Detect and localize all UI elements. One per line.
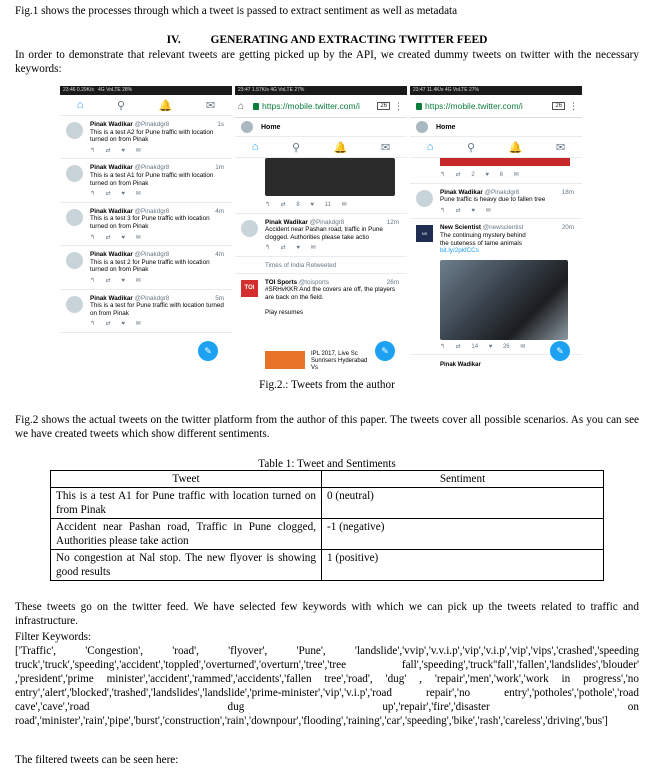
twitter-nav <box>60 95 232 116</box>
sentiment-cell: 0 (neutral) <box>322 488 604 519</box>
tweet-actions[interactable] <box>90 278 226 286</box>
message-icon[interactable]: ✉ <box>135 277 141 284</box>
tweet[interactable] <box>410 219 582 355</box>
new-scientist-logo: NS <box>416 225 433 242</box>
menu-icon[interactable]: ⋮ <box>569 100 578 111</box>
tweet-time: 18m <box>561 188 574 196</box>
avatar[interactable] <box>66 252 83 269</box>
tweet-handle: @Pinakdgr8 <box>134 164 170 172</box>
like-icon[interactable]: ♥ <box>121 191 125 198</box>
tweet-cell: This is a test A1 for Pune traffic with location turned on from Pinak <box>51 488 322 519</box>
sentiment-cell: 1 (positive) <box>322 550 604 581</box>
browser-home-icon[interactable]: ⌂ <box>238 100 245 112</box>
section-number: IV. <box>166 34 181 46</box>
paragraph-intro: In order to demonstrate that relevant tweets are getting picked up by the API, we created dummy tweets on twitter with the necessary keywords: <box>15 49 639 75</box>
tab-count[interactable]: 26 <box>552 102 565 110</box>
section-heading <box>15 33 639 47</box>
table-row <box>51 519 604 550</box>
filter-keywords-list: ['Traffic', 'Congestion', 'road', 'flyover', 'Pune', 'landslide','vvip','v.v.i.p','vip','v.i.p','vip','vips','crashed','speeding truck','truck','speeding','accident','toppled','overturned','overturn','tree','tree fall','speeding','truck''fall','fallen','landslides','blouder' ,'president','prime minister','accident','rammed','accidents','fallen tree','road', 'dug' , 'repair','men','work','work in progress','no entry','alert','blocked','trashed','landslides','landslide','prime-minister','vip','v.i.p','road repair','no entry','potholes','pothole','road cave','cave','road dug up','repair','fire','disaster on road','minister','rain','pipe','burst','construction','rain','downpour','flooding','raining','car','speeding','bike','rash','careless','driving','bus'] <box>15 645 639 727</box>
link-card-title: IPL 2017, Live Sc Sunrisers Hyderabad Vs <box>311 351 368 370</box>
table-caption: Table 1: Tweet and Sentiments <box>258 458 396 470</box>
home-title: Home <box>261 123 281 131</box>
reply-icon[interactable]: ↰ <box>90 147 96 154</box>
avatar[interactable] <box>416 121 428 133</box>
tweet-author[interactable]: Pinak Wadikar <box>90 294 133 302</box>
tweet-time: 5m <box>215 294 224 302</box>
avatar[interactable] <box>416 190 433 207</box>
home-header <box>410 118 582 137</box>
twitter-nav <box>410 137 582 158</box>
search-icon[interactable]: ⚲ <box>117 99 126 112</box>
avatar[interactable] <box>66 296 83 313</box>
tweet-actions[interactable]: ↰ ⇄ 8 ♥ 11 ✉ <box>265 202 347 208</box>
tweet-cell: No congestion at Nal stop. The new flyover is showing good results <box>51 550 322 581</box>
tweet[interactable] <box>410 184 582 220</box>
retweet-icon[interactable]: ⇄ <box>455 207 461 214</box>
home-title: Home <box>436 123 456 131</box>
retweet-icon[interactable]: ⇄ <box>105 147 111 154</box>
tweet-author[interactable]: Pinak Wadikar <box>90 121 133 128</box>
compose-tweet-button[interactable]: ✎ <box>375 341 395 361</box>
tweet-time: 20m <box>561 224 574 232</box>
message-icon[interactable]: ✉ <box>135 234 141 241</box>
like-icon[interactable]: ♥ <box>296 245 300 252</box>
avatar[interactable] <box>241 220 258 237</box>
lock-icon <box>416 103 422 110</box>
sentiment-table <box>50 470 604 581</box>
tweet-actions[interactable] <box>90 191 226 199</box>
tweet-text: #SRHvKKR And the covers are off, the players are back on the field. <box>265 286 396 301</box>
like-icon[interactable]: ♥ <box>121 277 125 284</box>
notifications-icon[interactable]: 🔔 <box>158 99 173 112</box>
like-icon[interactable]: ♥ <box>471 207 475 214</box>
phone-screenshot-middle <box>235 86 407 370</box>
tweet-cell: Accident near Pashan road, Traffic in Pune clogged, Authorities please take action <box>51 519 322 550</box>
avatar[interactable] <box>66 209 83 226</box>
retweet-icon[interactable]: ⇄ <box>105 277 111 284</box>
paragraph-feed: These tweets go on the twitter feed. We have selected few keywords with which we can pick up the tweets related to traffic and infrastructure. <box>15 601 639 627</box>
url-text[interactable]: https://mobile.twitter.com/i <box>262 101 360 111</box>
table-row <box>51 550 604 581</box>
tweet-handle: @Pinakdgr8 <box>134 251 170 259</box>
tweet-author[interactable]: Pinak Wadikar <box>440 188 483 196</box>
like-icon[interactable]: ♥ <box>121 321 125 328</box>
link-card-image <box>265 351 305 369</box>
tweet-actions[interactable] <box>440 208 576 216</box>
reply-icon[interactable]: ↰ <box>265 245 271 252</box>
tweet[interactable] <box>60 203 232 246</box>
message-icon[interactable]: ✉ <box>135 147 141 154</box>
tweet-image[interactable] <box>265 158 395 196</box>
compose-tweet-button[interactable]: ✎ <box>550 341 570 361</box>
reply-icon[interactable]: ↰ <box>90 277 96 284</box>
message-icon[interactable]: ✉ <box>310 245 316 252</box>
tweet-text: Accident near Pashan road, traffic in Pune clogged. Authorities please take actio <box>265 226 383 241</box>
tweet-text: This is a test for Pune traffic with location turned on from Pinak <box>90 302 224 317</box>
paragraph-fig2: Fig.2 shows the actual tweets on the twitter platform from the author of this paper. The tweets cover all possible scenarios. As you can see we have created tweets which show different sentiments. <box>15 414 639 440</box>
tweet-author[interactable]: New Scientist <box>440 224 481 232</box>
filtered-tweets-line: The filtered tweets can be seen here: <box>15 754 179 766</box>
column-header: Tweet <box>51 471 322 488</box>
tweet-handle: @Pinakdgr8 <box>134 294 170 302</box>
message-icon[interactable]: ✉ <box>135 321 141 328</box>
table-row <box>51 488 604 519</box>
retweet-icon[interactable]: ⇄ <box>105 321 111 328</box>
reply-icon[interactable]: ↰ <box>90 234 96 241</box>
tweet-time: 1s <box>217 121 224 128</box>
tweet-handle: @toisports <box>298 278 330 286</box>
retweet-icon[interactable]: ⇄ <box>105 191 111 198</box>
tweet-text: This is a test A1 for Pune traffic with location turned on from Pinak <box>90 171 214 187</box>
tweet-time: 4m <box>215 207 224 215</box>
tweet-text: This is a test A2 for Pune traffic with location turned on from Pinak <box>90 128 214 144</box>
tweet-author[interactable]: Pinak Wadikar <box>90 164 133 172</box>
tweet-text: The continuing mystery behind the cuteness of tame animals <box>440 231 526 247</box>
twitter-nav <box>235 137 407 158</box>
lock-icon <box>253 103 259 110</box>
tweet-author[interactable]: Pinak Wadikar <box>265 218 308 226</box>
tweet[interactable] <box>60 116 232 159</box>
tweet-handle: @newscientist <box>482 224 524 232</box>
tweet-image[interactable] <box>440 158 570 166</box>
messages-icon[interactable]: ✉ <box>380 141 391 154</box>
tweet-time: 26m <box>386 278 399 286</box>
home-icon[interactable]: ⌂ <box>426 141 434 153</box>
tweet-author[interactable]: Pinak Wadikar <box>440 362 481 368</box>
tweet-author[interactable]: TOI Sports <box>265 278 298 286</box>
avatar[interactable] <box>241 121 253 133</box>
home-icon[interactable]: ⌂ <box>76 99 84 111</box>
tweet[interactable] <box>60 246 232 289</box>
browser-url-bar[interactable] <box>410 95 582 118</box>
column-header: Sentiment <box>322 471 604 488</box>
figure-caption: Fig.2.: Tweets from the author <box>259 379 395 391</box>
home-header <box>235 118 407 137</box>
tweet-handle: @Pinakdgr8 <box>484 188 520 196</box>
phone-screenshot-right <box>410 86 582 370</box>
toi-logo: TOI <box>241 280 258 297</box>
notifications-icon[interactable]: 🔔 <box>333 141 348 154</box>
phone-screenshot-left <box>60 86 232 370</box>
retweet-icon[interactable]: ⇄ <box>105 234 111 241</box>
sentiment-cell: -1 (negative) <box>322 519 604 550</box>
tweet-actions-row <box>410 166 582 184</box>
home-icon[interactable]: ⌂ <box>251 141 259 153</box>
message-icon[interactable]: ✉ <box>135 191 141 198</box>
messages-icon[interactable]: ✉ <box>555 141 566 154</box>
search-icon[interactable]: ⚲ <box>292 141 301 154</box>
tweet-text: Pune traffic is heavy due to fallen tree <box>440 196 546 204</box>
tweet-text-extra: Play resumes <box>265 309 304 317</box>
tweet-actions[interactable]: ↰ ⇄ 14 ♥ 26 ✉ <box>440 343 526 350</box>
like-icon[interactable]: ♥ <box>121 234 125 241</box>
tweet[interactable] <box>235 214 407 257</box>
tweet-time: 12m <box>386 218 399 226</box>
tweet-text: This is a test 2 for Pune traffic with location turned on from Pinak <box>90 258 210 274</box>
like-icon[interactable]: ♥ <box>121 147 125 154</box>
retweet-icon[interactable]: ⇄ <box>280 245 286 252</box>
tweet-time: 4m <box>215 251 224 259</box>
reply-icon[interactable]: ↰ <box>90 321 96 328</box>
tweet-text: This is a test 3 for Pune traffic with location turned on from Pinak <box>90 215 210 230</box>
url-text[interactable]: https://mobile.twitter.com/i <box>425 101 523 111</box>
browser-url-bar[interactable] <box>235 95 407 118</box>
messages-icon[interactable]: ✉ <box>205 99 216 112</box>
tweet-actions[interactable] <box>90 235 226 243</box>
message-icon[interactable]: ✉ <box>485 207 491 214</box>
avatar[interactable] <box>66 165 83 182</box>
tweet-author[interactable]: Pinak Wadikar <box>90 207 133 215</box>
tweet-handle: @Pinakdgr8 <box>134 207 170 215</box>
reply-icon[interactable]: ↰ <box>440 207 446 214</box>
tweet-link[interactable]: bit.ly/2pkfCCs <box>440 247 479 255</box>
reply-icon[interactable]: ↰ <box>90 191 96 198</box>
tweet[interactable] <box>235 274 407 320</box>
dog-photo[interactable] <box>440 260 568 340</box>
retweeted-label: Times of India Retweeted <box>235 257 407 274</box>
tweet-actions[interactable]: ↰ ⇄ 2 ♥ 6 ✉ <box>440 172 519 178</box>
search-icon[interactable]: ⚲ <box>467 141 476 154</box>
status-bar: 23:47 11.4K/s 4G VoLTE 27% <box>410 86 582 95</box>
tweet-actions-row <box>235 196 407 214</box>
tweet-actions[interactable] <box>90 148 226 156</box>
tweet-handle: @Pinakdgr8 <box>134 121 170 128</box>
section-title: GENERATING AND EXTRACTING TWITTER FEED <box>210 34 488 46</box>
tweet[interactable] <box>60 290 232 333</box>
tweet-time: 1m <box>215 164 224 172</box>
tweet-actions[interactable] <box>90 321 226 329</box>
menu-icon[interactable]: ⋮ <box>394 100 403 111</box>
tweet-actions[interactable] <box>265 245 401 253</box>
intro-line: Fig.1 shows the processes through which a tweet is passed to extract sentiment as well as metadata <box>15 5 458 17</box>
notifications-icon[interactable]: 🔔 <box>508 141 523 154</box>
filter-keywords-label: Filter Keywords: <box>15 631 92 643</box>
tweet-author[interactable]: Pinak Wadikar <box>90 251 133 259</box>
compose-tweet-button[interactable]: ✎ <box>198 341 218 361</box>
tab-count[interactable]: 26 <box>377 102 390 110</box>
table-header-row <box>51 471 604 488</box>
avatar[interactable] <box>66 122 83 139</box>
tweet[interactable] <box>60 159 232 202</box>
status-bar: 23:47 1.57K/s 4G VoLTE 27% <box>235 86 407 95</box>
tweet-handle: @Pinakdgr8 <box>309 218 345 226</box>
status-bar: 23:46 0.29K/s 4G VoLTE 28% <box>60 86 232 95</box>
